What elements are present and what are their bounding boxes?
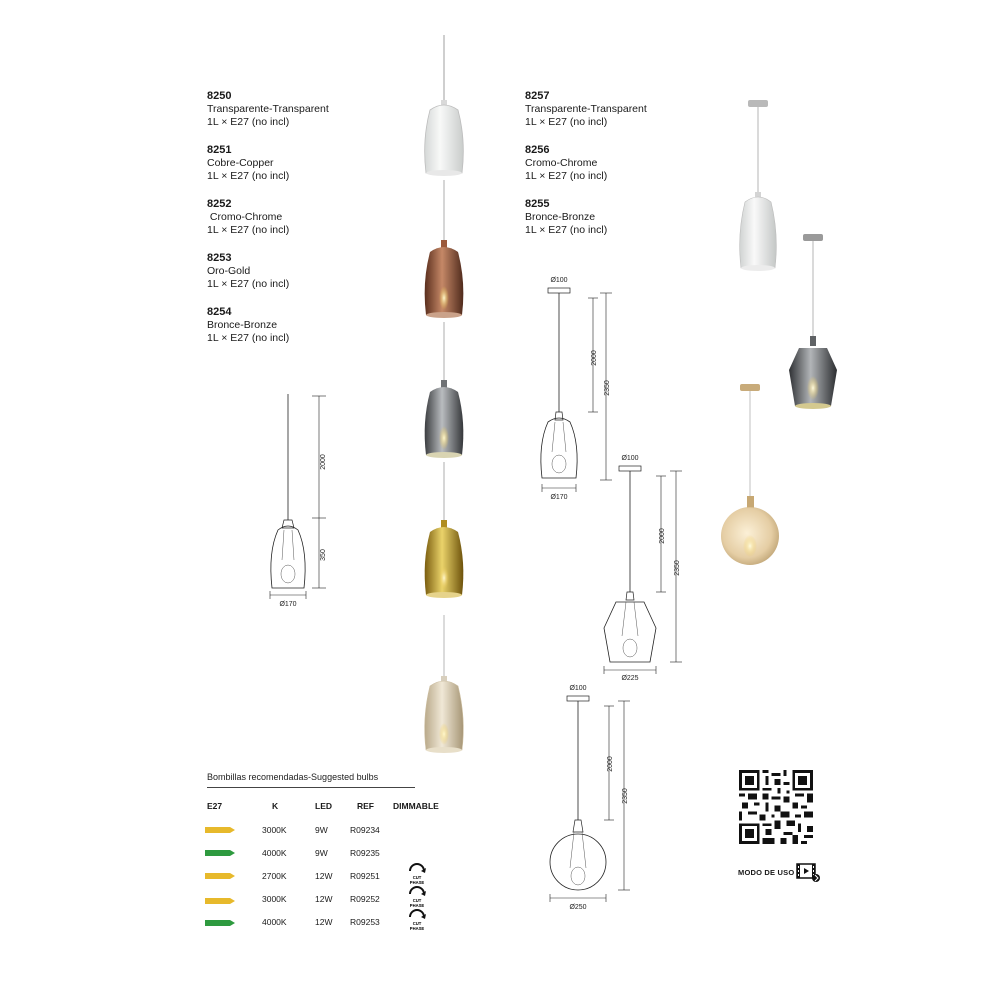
header-e27: E27 — [207, 801, 223, 811]
bulb-k: 3000K — [262, 825, 287, 835]
dim-canopy: Ø100 — [569, 685, 587, 692]
header-led: LED — [315, 801, 332, 811]
product-spec: 1L × E27 (no incl) — [207, 278, 290, 290]
product-finish: Cobre-Copper — [207, 157, 274, 169]
bulbs-divider — [207, 787, 415, 788]
product-photos-right — [715, 90, 855, 580]
bulb-ref: R09235 — [350, 848, 380, 858]
bulb-k: 3000K — [262, 894, 287, 904]
header-dimmable: DIMMABLE — [393, 801, 439, 811]
dim-height: 2000 — [659, 528, 666, 544]
photo-chrome — [425, 322, 464, 458]
photo-transparent — [425, 35, 464, 176]
dimmable-line1: CUT — [412, 875, 422, 880]
product-code: 8257 — [525, 90, 550, 102]
drawing-8256 — [600, 450, 690, 682]
dim-total: 2350 — [674, 560, 681, 576]
bulb-color-arrow-warm-icon — [205, 898, 235, 904]
product-finish: Transparente-Transparent — [207, 103, 329, 115]
header-ref: REF — [357, 801, 374, 811]
dimmable-line2: PHASE — [409, 880, 425, 885]
bulb-color-arrow-warm-icon — [205, 827, 235, 833]
product-8250 — [207, 90, 329, 129]
dim-canopy: Ø100 — [621, 455, 639, 462]
dim-height: 2000 — [320, 454, 327, 470]
product-photos-column — [400, 30, 490, 760]
dim-width: Ø170 — [550, 494, 568, 501]
dimmable-cut-phase-icon — [406, 885, 428, 909]
dimmable-line2: PHASE — [409, 926, 425, 931]
photo-copper — [425, 180, 464, 318]
product-spec: 1L × E27 (no incl) — [525, 170, 608, 182]
product-8251 — [207, 144, 289, 183]
bulbs-title: Bombillas recomendadas-Suggested bulbs — [207, 772, 379, 782]
bulb-color-arrow-warm-icon — [205, 873, 235, 879]
dim-width: Ø250 — [569, 904, 587, 911]
dimmable-cut-phase-icon — [406, 862, 428, 886]
bulb-led: 12W — [315, 871, 333, 881]
dim-shade: 350 — [320, 549, 327, 561]
product-code: 8253 — [207, 252, 232, 264]
product-spec: 1L × E27 (no incl) — [207, 332, 290, 344]
bulb-led: 9W — [315, 825, 328, 835]
photo-bronze — [425, 615, 464, 753]
usage-mode-label: MODO DE USO — [738, 868, 795, 877]
product-spec: 1L × E27 (no incl) — [525, 224, 608, 236]
product-finish: Cromo-Chrome — [525, 157, 598, 169]
product-8257 — [525, 90, 647, 129]
dimmable-line1: CUT — [412, 898, 422, 903]
dim-total: 2350 — [604, 380, 611, 396]
product-finish: Bronce-Bronze — [525, 211, 596, 223]
product-spec: 1L × E27 (no incl) — [207, 170, 290, 182]
product-code: 8252 — [207, 198, 232, 210]
bulb-led: 12W — [315, 894, 333, 904]
product-code: 8255 — [525, 198, 550, 210]
bulb-ref: R09252 — [350, 894, 380, 904]
product-8253 — [207, 252, 289, 291]
photo-8257-transparent — [740, 100, 777, 271]
photo-gold — [425, 462, 464, 598]
product-code: 8250 — [207, 90, 232, 102]
bulb-k: 4000K — [262, 917, 287, 927]
product-8256 — [525, 144, 607, 183]
bulb-k: 4000K — [262, 848, 287, 858]
bulb-ref: R09234 — [350, 825, 380, 835]
product-code: 8256 — [525, 144, 550, 156]
product-finish: Bronce-Bronze — [207, 319, 278, 331]
dimmable-line2: PHASE — [409, 903, 425, 908]
product-code: 8251 — [207, 144, 232, 156]
dim-height: 2000 — [591, 350, 598, 366]
bulb-ref: R09251 — [350, 871, 380, 881]
dim-total: 2350 — [622, 788, 629, 804]
dim-width: Ø170 — [279, 601, 297, 608]
header-k: K — [272, 801, 279, 811]
drawing-8255 — [548, 680, 638, 912]
dim-height: 2000 — [607, 756, 614, 772]
photo-8255-bronze — [721, 384, 779, 565]
product-spec: 1L × E27 (no incl) — [207, 116, 290, 128]
dim-canopy: Ø100 — [550, 277, 568, 284]
photo-8256-chrome — [789, 234, 837, 409]
dimmable-line1: CUT — [412, 921, 422, 926]
product-spec: 1L × E27 (no incl) — [207, 224, 290, 236]
bulb-color-arrow-neutral-icon — [205, 850, 235, 856]
dim-width: Ø225 — [621, 675, 639, 682]
product-8254 — [207, 306, 289, 345]
qr-code-icon[interactable] — [739, 770, 813, 844]
dimmable-cut-phase-icon — [406, 908, 428, 932]
bulb-ref: R09253 — [350, 917, 380, 927]
product-spec: 1L × E27 (no incl) — [525, 116, 608, 128]
drawing-small-pendant — [260, 390, 340, 612]
bulb-color-arrow-neutral-icon — [205, 920, 235, 926]
bulb-led: 9W — [315, 848, 328, 858]
product-finish: Cromo-Chrome — [207, 211, 283, 223]
product-finish: Oro-Gold — [207, 265, 251, 277]
video-play-icon[interactable] — [796, 862, 822, 884]
product-code: 8254 — [207, 306, 232, 318]
bulb-k: 2700K — [262, 871, 287, 881]
bulb-led: 12W — [315, 917, 333, 927]
product-finish: Transparente-Transparent — [525, 103, 647, 115]
product-8252 — [207, 198, 289, 237]
product-8255 — [525, 198, 607, 237]
